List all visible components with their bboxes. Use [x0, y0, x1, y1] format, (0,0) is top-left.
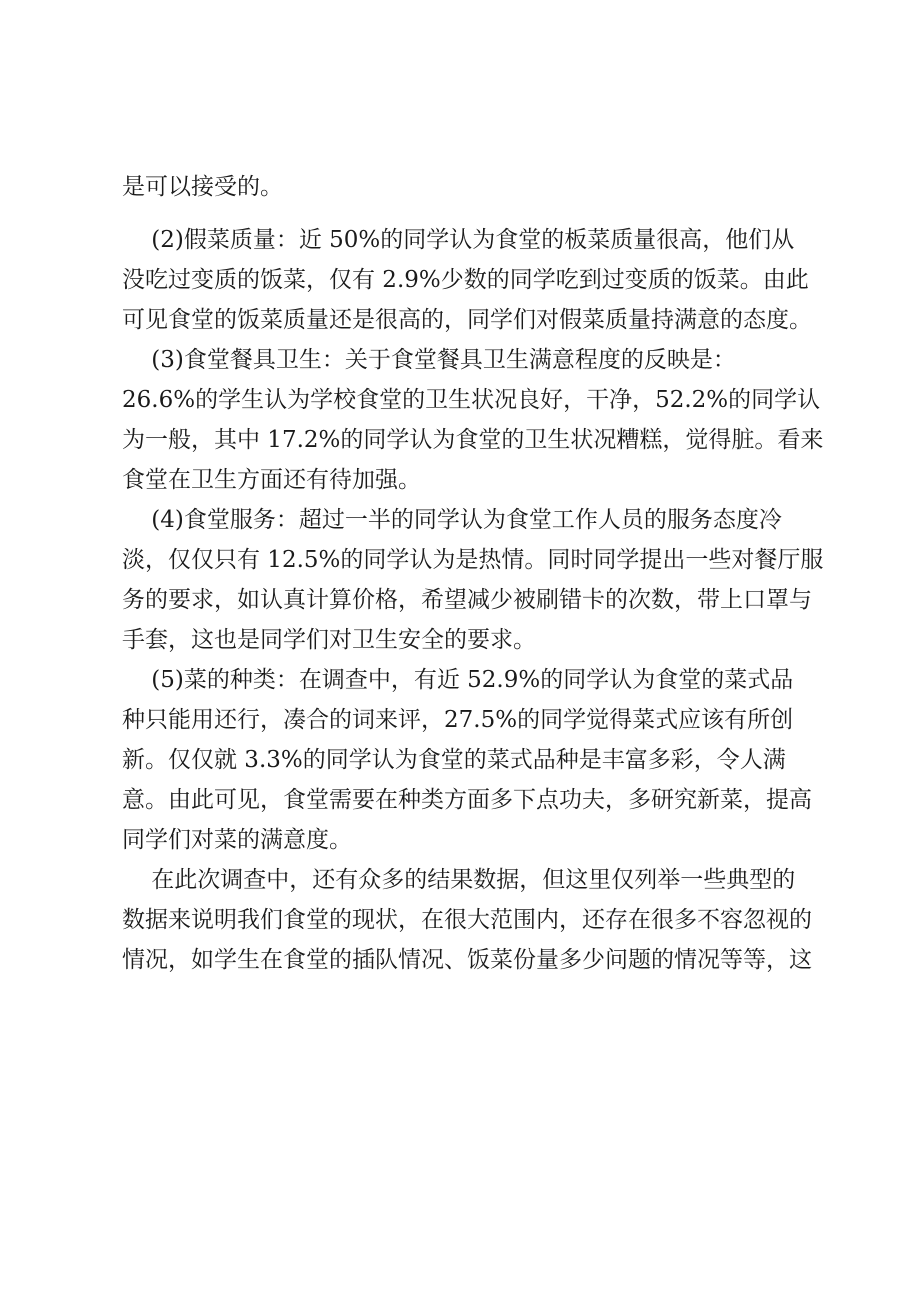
text-line: 是可以接受的。 [122, 174, 283, 200]
text-line: 淡，仅仅只有 12.5%的同学认为是热情。同时同学提出一些对餐厅服 [122, 547, 824, 573]
paragraph-3-line-1: (3)食堂餐具卫生：关于食堂餐具卫生满意程度的反映是： [122, 347, 736, 373]
line-gap [122, 207, 822, 220]
paragraph-5-line-1: (5)菜的种类：在调查中，有近 52.9%的同学认为食堂的菜式品 [122, 667, 794, 693]
text-line: 数据来说明我们食堂的现状，在很大范围内，还存在很多不容忽视的 [122, 907, 812, 933]
text-line: 意。由此可见，食堂需要在种类方面多下点功夫，多研究新菜，提高 [122, 787, 812, 813]
text-line: 26.6%的学生认为学校食堂的卫生状况良好，干净，52.2%的同学认 [122, 387, 821, 413]
text-line: 情况，如学生在食堂的插队情况、饭菜份量多少问题的情况等等，这 [122, 947, 812, 973]
text-line: 手套，这也是同学们对卫生安全的要求。 [122, 627, 536, 653]
paragraph-6-line-1: 在此次调查中，还有众多的结果数据，但这里仅列举一些典型的 [122, 867, 796, 893]
text-line: 同学们对菜的满意度。 [122, 827, 352, 853]
paragraph-2-line-1: (2)假菜质量：近 50%的同学认为食堂的板菜质量很高，他们从 [122, 227, 795, 253]
text-line: 种只能用还行，凑合的词来评，27.5%的同学觉得菜式应该有所创 [122, 707, 794, 733]
text-line: 可见食堂的饭菜质量还是很高的，同学们对假菜质量持满意的态度。 [122, 307, 812, 333]
text-line: 为一般，其中 17.2%的同学认为食堂的卫生状况糟糕，觉得脏。看来 [122, 427, 824, 453]
text-line: 务的要求，如认真计算价格，希望减少被刷错卡的次数，带上口罩与 [122, 587, 812, 613]
text-line: 新。仅仅就 3.3%的同学认为食堂的菜式品种是丰富多彩，令人满 [122, 747, 786, 773]
text-line: 食堂在卫生方面还有待加强。 [122, 467, 421, 493]
paragraph-4-line-1: (4)食堂服务：超过一半的同学认为食堂工作人员的服务态度冷 [122, 507, 782, 533]
body-text [122, 167, 822, 980]
text-line: 没吃过变质的饭菜，仅有 2.9%少数的同学吃到过变质的饭菜。由此 [122, 267, 809, 293]
